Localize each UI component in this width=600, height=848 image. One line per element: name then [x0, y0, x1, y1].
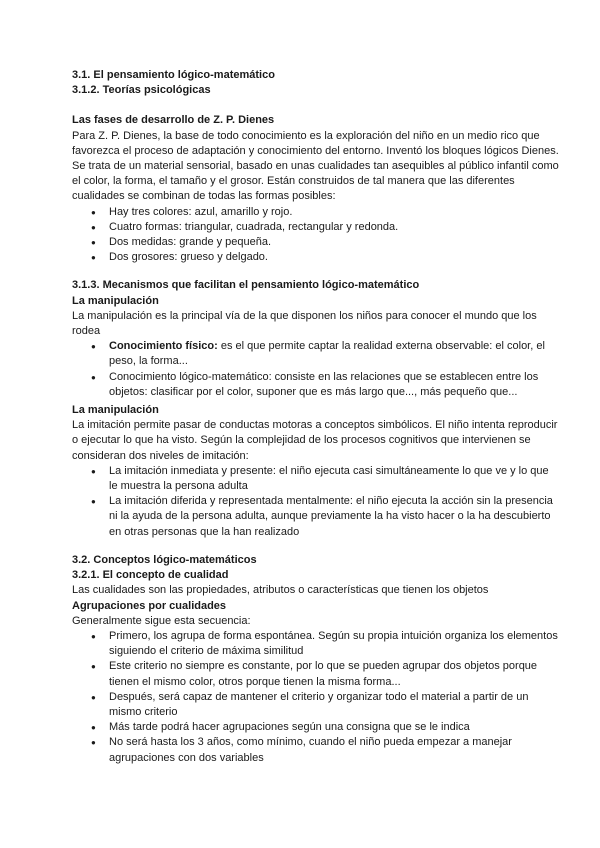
- quality-paragraph: Las cualidades son las propiedades, atributos o características que tienen los objetos: [72, 584, 489, 597]
- list-item: ● Hay tres colores: azul, amarillo y rojo.: [109, 205, 560, 220]
- term-label: Conocimiento físico:: [109, 340, 218, 353]
- term-text: es el que permite captar la realidad externa observable: el color, el peso, la forma...: [109, 340, 545, 368]
- manipulation-list: [72, 339, 560, 400]
- dienes-list: [72, 205, 560, 266]
- list-item: ● Este criterio no siempre es constante, por lo que se pueden agrupar dos objetos porque tienen el mismo color, otros porque tienen la misma forma...: [109, 659, 560, 689]
- list-item: ● No será hasta los 3 años, como mínimo, cuando el niño pueda empezar a manejar agrupaciones con dos variables: [109, 735, 560, 765]
- list-item: ● Dos medidas: grande y pequeña.: [109, 235, 560, 250]
- grouping-heading: Agrupaciones por cualidades: [72, 599, 227, 612]
- imitation-paragraph: La imitación permite pasar de conductas motoras a conceptos simbólicos. El niño intenta reproducir o ejecutar lo que ha visto. Según la complejidad de los procesos cognitivos que intervienen se consideran dos niveles de imitación:: [72, 419, 558, 462]
- imitation-heading: La manipulación: [72, 404, 159, 417]
- list-item: [109, 339, 560, 369]
- section-title: 3.1. El pensamiento lógico-matemático: [72, 69, 275, 81]
- manipulation-paragraph: La manipulación es la principal vía de la que disponen los niños para conocer el mundo que los rodea: [72, 309, 537, 338]
- dienes-heading: Las fases de desarrollo de Z. P. Dienes: [72, 114, 275, 127]
- dienes-paragraph: Para Z. P. Dienes, la base de todo conocimiento es la exploración del niño en un medio rico que favorezca el proceso de adaptación y conocimiento del entorno. Inventó los bloques lógicos Dienes. Se trata de un material sensorial, basado en unas cualidades tan asequibles al público infantil como el color, la forma, el tamaño y el grosor. Están construidos de tal manera que las diferentes cualidades se combinan de todas las formas posibles:: [72, 129, 559, 203]
- grouping-list: [72, 629, 560, 766]
- list-item: ● Más tarde podrá hacer agrupaciones según una consigna que se le indica: [109, 720, 560, 735]
- list-item: ● La imitación diferida y representada mentalmente: el niño ejecuta la acción sin la presencia ni la ayuda de la persona adulta, aunque previamente la ha visto hacer o la ha descubierto en otras personas que la han realizado: [109, 494, 560, 540]
- subsection-title: 3.2.1. El concepto de cualidad: [72, 569, 229, 582]
- list-item: ● La imitación inmediata y presente: el niño ejecuta casi simultáneamente lo que ve y lo que le muestra la persona adulta: [109, 464, 560, 494]
- list-item: ● Dos grosores: grueso y delgado.: [109, 250, 560, 265]
- manipulation-heading: La manipulación: [72, 294, 159, 307]
- list-item: ● Cuatro formas: triangular, cuadrada, rectangular y redonda.: [109, 220, 560, 235]
- subsection-title: 3.1.2. Teorías psicológicas: [72, 84, 211, 97]
- subsection-title: 3.1.3. Mecanismos que facilitan el pensamiento lógico-matemático: [72, 279, 420, 292]
- list-item: ● Primero, los agrupa de forma espontánea. Según su propia intuición organiza los elementos siguiendo el criterio de máxima similitud: [109, 629, 560, 659]
- imitation-list: [72, 464, 560, 540]
- section-title: 3.2. Conceptos lógico-matemáticos: [72, 553, 257, 566]
- list-item: ● Conocimiento lógico-matemático: consiste en las relaciones que se establecen entre los objetos: clasificar por el color, suponer que es más largo que..., más pequeño que...: [109, 370, 560, 400]
- grouping-paragraph: Generalmente sigue esta secuencia:: [72, 614, 251, 627]
- list-item: ● Después, será capaz de mantener el criterio y organizar todo el material a partir de un mismo criterio: [109, 690, 560, 720]
